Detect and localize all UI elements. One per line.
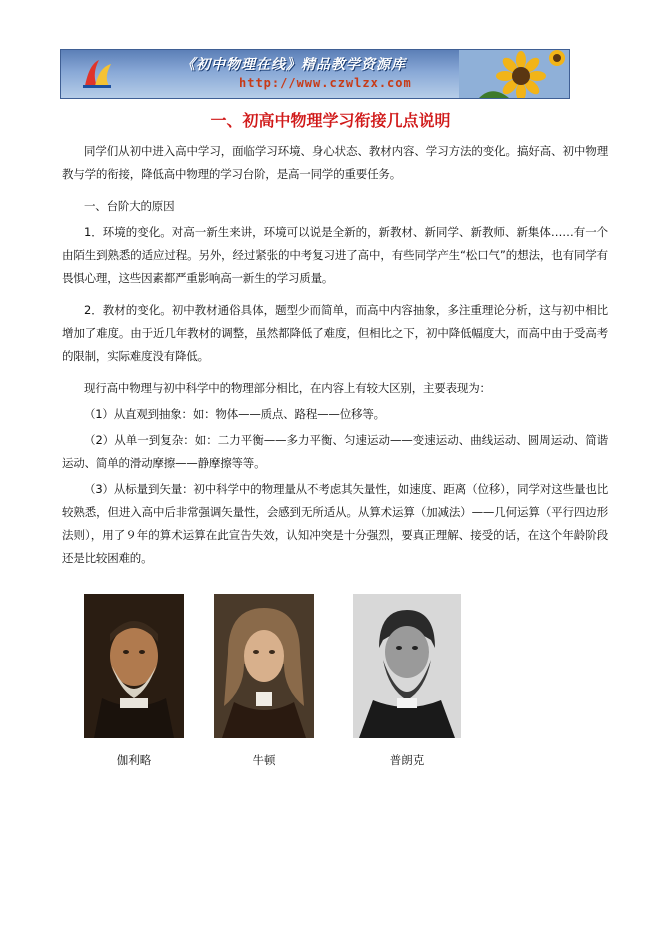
newton-portrait-icon xyxy=(214,594,314,738)
galileo-portrait-icon xyxy=(84,594,184,738)
header-banner xyxy=(60,49,570,99)
portrait-row xyxy=(0,594,661,774)
difference-paragraph: 现行高中物理与初中科学中的物理部分相比，在内容上有较大区别，主要表现为： xyxy=(84,381,491,395)
point-2: （2）从单一到复杂：如：二力平衡——多力平衡、匀速运动——变速运动、曲线运动、圆周运动、简谐运动、简单的滑动摩擦——静摩擦等等。 xyxy=(62,433,608,470)
logo-icon xyxy=(79,56,115,92)
banner-url[interactable]: http://www.czwlzx.com xyxy=(239,76,412,90)
planck-portrait-icon xyxy=(353,594,461,738)
newton-caption: 牛顿 xyxy=(252,753,276,767)
point-3: （3）从标量到矢量：初中科学中的物理量从不考虑其矢量性，如速度、距离（位移），同学对这些量也比较熟悉，但进入高中后非常强调矢量性，会感到无所适从。从算术运算（加减法）——几何运算（平行四边形法则），用了９年的算术运算在此宣告失效，认知冲突是十分强烈，要真正理解、接受的话，在这个年龄阶段还是比较困难的。 xyxy=(62,482,608,565)
planck-caption: 普朗克 xyxy=(389,753,425,767)
environment-paragraph: 1．环境的变化。对高一新生来讲，环境可以说是全新的，新教材、新同学、新教师、新集体……有一个由陌生到熟悉的适应过程。另外，经过紧张的中考复习进了高中，有些同学产生“松口气”的想法，也有同学有畏惧心理，这些因素都严重影响高一新生的学习质量。 xyxy=(62,225,608,285)
intro-paragraph: 同学们从初中进入高中学习，面临学习环境、身心状态、教材内容、学习方法的变化。搞好高、初中物理教与学的衔接，降低高中物理的学习台阶，是高一同学的重要任务。 xyxy=(62,144,608,181)
article-body xyxy=(62,140,608,579)
sunflower-icon xyxy=(459,50,569,98)
textbook-paragraph: 2．教材的变化。初中教材通俗具体，题型少而简单，而高中内容抽象，多注重理论分析，这与初中相比增加了难度。由于近几年教材的调整，虽然都降低了难度，但相比之下，初中降低幅度大，而高中由于受高考的限制，实际难度没有降低。 xyxy=(62,303,608,363)
galileo-caption: 伽利略 xyxy=(116,753,152,767)
banner-title: 《初中物理在线》精品教学资源库 xyxy=(181,57,406,73)
section-heading: 一、台阶大的原因 xyxy=(84,199,175,213)
point-1: （1）从直观到抽象：如：物体——质点、路程——位移等。 xyxy=(84,407,385,421)
page-title: 一、初高中物理学习衔接几点说明 xyxy=(210,111,451,130)
